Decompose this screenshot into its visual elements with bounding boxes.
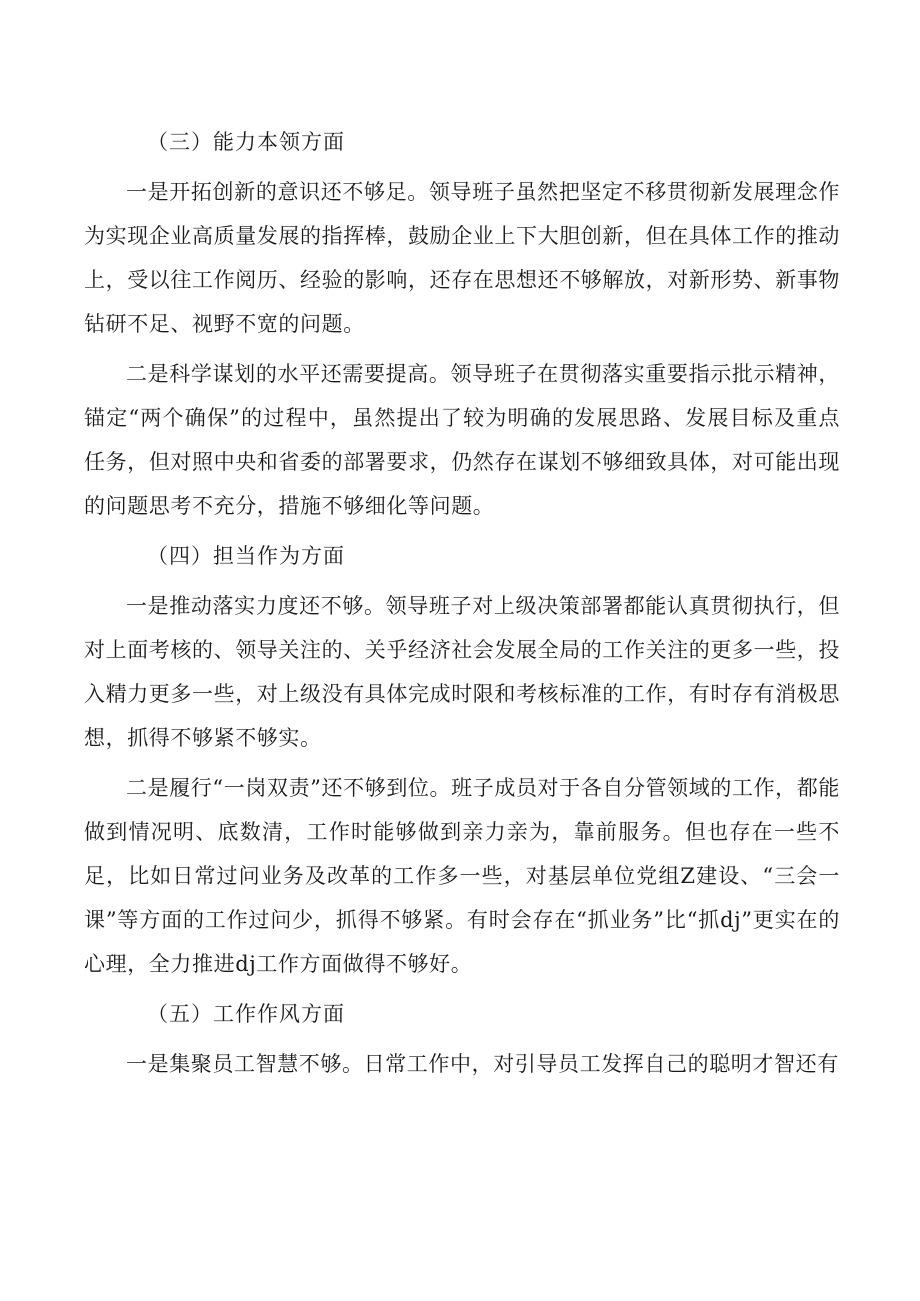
- paragraph: 二是科学谋划的水平还需要提高。领导班子在贯彻落实重要指示批示精神，锚定“两个确保”的过程中，虽然提出了较为明确的发展思路、发展目标及重点任务，但对照中央和省委的部署要求，仍然存在谋划不够细致具体，对可能出现的问题思考不充分，措施不够细化等问题。: [84, 362, 840, 518]
- section-heading-4: （四）担当作为方面: [147, 544, 345, 568]
- paragraph: 二是履行“一岗双责”还不够到位。班子成员对于各自分管领域的工作，都能做到情况明、底数清，工作时能够做到亲力亲为，靠前服务。但也存在一些不足，比如日常过问业务及改革的工作多一些，对基层单位党组Z建设、“三会一课”等方面的工作过问少，抓得不够紧。有时会存在“抓业务”比“抓dj”更实在的心理，全力推进dj工作方面做得不够好。: [84, 776, 840, 976]
- section-heading-5: （五）工作作风方面: [147, 1002, 345, 1026]
- paragraph: 一是集聚员工智慧不够。日常工作中，对引导员工发挥自己的聪明才智还有: [126, 1052, 839, 1076]
- paragraph: 一是推动落实力度还不够。领导班子对上级决策部署都能认真贯彻执行，但对上面考核的、领导关注的、关乎经济社会发展全局的工作关注的更多一些，投入精力更多一些，对上级没有具体完成时限和考核标准的工作，有时存有消极思想，抓得不够紧不够实。: [84, 594, 840, 750]
- section-heading-3: （三）能力本领方面: [147, 130, 345, 154]
- paragraph: 一是开拓创新的意识还不够足。领导班子虽然把坚定不移贯彻新发展理念作为实现企业高质量发展的指挥棒，鼓励企业上下大胆创新，但在具体工作的推动上，受以往工作阅历、经验的影响，还存在思想还不够解放，对新形势、新事物钻研不足、视野不宽的问题。: [84, 180, 840, 336]
- document-body: [84, 120, 840, 1092]
